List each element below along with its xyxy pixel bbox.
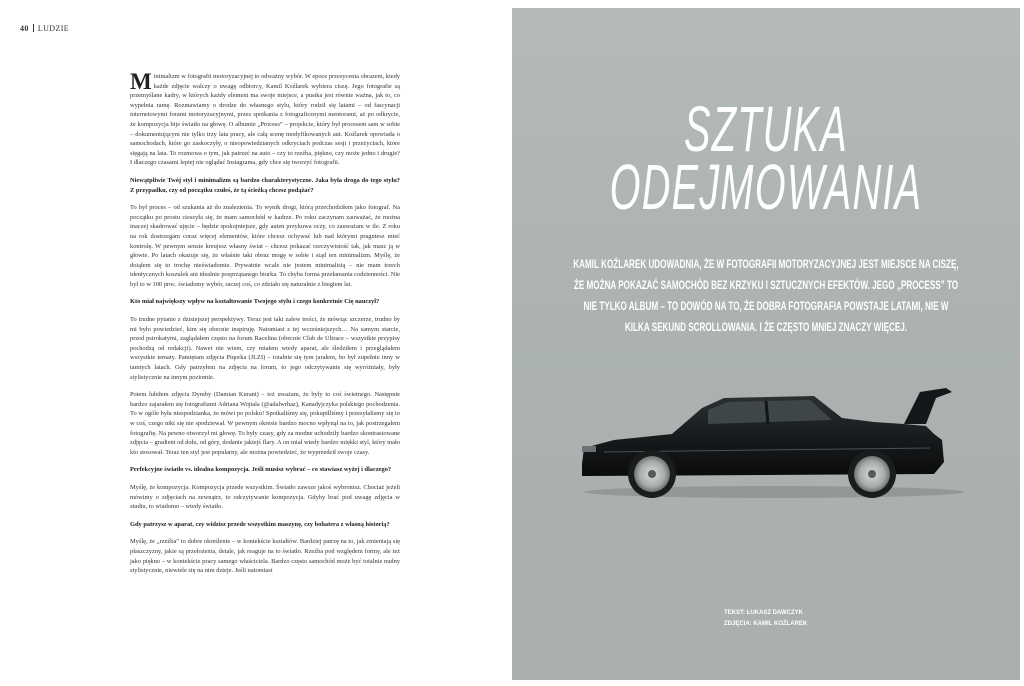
- dropcap: M: [130, 69, 152, 94]
- question-2: Kto miał największy wpływ na kształtowanie Twojego stylu i czego konkretnie Cię nauczył?: [130, 298, 380, 306]
- car-window: [708, 400, 832, 424]
- credit-photo: ZDJĘCIA: KAMIL KOŹLAREK: [724, 621, 808, 627]
- headline-line-2: ODEJMOWANIA: [609, 151, 923, 223]
- answer-2-continued: Potem lubiłem zdjęcia Dymby (Damian Kurant) – też uważam, że były to coś świetnego. Następnie bardzo zajarałem się fotografiami Adriana Wojtala (@adalwrhaz), Kanadyjczyka polskiego pochodzenia. To w ogóle była niespodzianka, że mówi po polsku! Spotkaliśmy się, pokupiłliśmy i przesyłalismy się to w coś, czego nikt się nie spodziewał. W pewnym okresie bardzo mocno wpłynął na to, jak postrzegałem fotografię. Na pewno otworzył mi głowę. To były czasy, gdy za modne uchodziły bardzo skontrastowane zdjęcia – gradient od dołu, od góry, dodanie jakiejś flary. A on miał wtedy bardzo miękki styl, który mało kto stosował. Teraz ten styl jest popularny, ale można powiedzieć, że wyprzedził swoje czasy.: [130, 391, 400, 456]
- headline-line-1: SZTUKA: [684, 93, 848, 165]
- article-column: [130, 69, 400, 584]
- car-photo: [574, 378, 966, 508]
- intro-paragraph: [130, 69, 400, 168]
- headlight: [582, 446, 596, 452]
- question-3: Perfekcyjne światło vs. idealna kompozycja. Jeśli musisz wybrać – co stawiasz wyżej i dlaczego?: [130, 466, 392, 474]
- front-hub: [648, 470, 656, 478]
- answer-1: To był proces – od szukania aż do znalezienia. To wynik drogi, którą przechodziłem jako fotograf. Na początku po prostu cieszyła się, że mam samochód w kadrze. Po roku zaczynam zauważać, że można inaczej skadrować ujęcie – będzie spokojniejsze, gdy auten przykuwa oczy, co zauważam w tle. Z roku na rok dostrzegam coraz więcej elementów, które chcesz ochywać lub nad którymi pragniesz mieć kontrolę. W pewnym sensie kreujesz własny świat – chcesz pokazać rzeczywistość tak, jak masz ją w głowie. Po latach okazuje się, że właśnie taki obraz mogę w sobie i stąd ten minimalizm. Myślę, że doiąłem się to trochę nieświadomie. Prywatnie wcale nie jestem minimalistą – nie mam trzech identycznych koszulek ani idealnie posprzątanego biurka. To chyba forma przełamania codzienności. Nie był to w 100 proc. świadomy wybór, raczej coś, co zdziało się naturalnie z biegiem lat.: [130, 204, 400, 288]
- folio-divider: [33, 24, 34, 32]
- question-1: Niewątpliwie Twój styl i minimalizm są bardzo charakterystyczne. Jaka była droga do tego stylu? Z przypadku, czy od początku czułeś, że tą ścieżką chcesz podążać?: [130, 176, 400, 194]
- answer-3: Myślę, że kompozycja. Kompozycja przede wszystkim. Światło zawsze jakoś wybronisz. Chociaż jeżeli mówimy o zdjęciach na zewnątrz, to odczytywanie kompozycja. Gdyby brać pod uwagę zdjęcia w studiu, to wiadomo – wtedy światło.: [130, 483, 400, 511]
- opener-page: [512, 8, 1020, 680]
- rear-hub: [868, 470, 876, 478]
- rear-spoiler: [904, 388, 952, 424]
- page-number: 40: [20, 24, 29, 33]
- question-4: Gdy patrzysz w aparat, czy widzisz przede wszystkim maszynę, czy bohatera z własną historią?: [130, 520, 390, 528]
- lead-paragraph: KAMIL KOŹLAREK UDOWADNIA, ŻE W FOTOGRAFII MOTORYZACYJNEJ JEST MIEJSCE NA CISZĘ, ŻE MOŻNA POKAZAĆ SAMOCHÓD BEZ KRZYKU I SZTUCZNYCH EFEKTÓW. JEGO „PROCESS” TO NIE TYLKO ALBUM – TO DOWÓD NA TO, ŻE DOBRA FOTOGRAFIA POWSTAJE LATAMI, NIE W KILKA SEKUND SCROLLOWANIA. I ŻE CZĘSTO MNIEJ ZNACZY WIĘCEJ.: [573, 257, 959, 334]
- credit-text: TEKST: ŁUKASZ DAWCZYK: [724, 610, 803, 616]
- intro-text: inimalizm w fotografii motoryzacyjnej to odważny wybór. W epoce przesycenia obrazem, kiedy każde zdjęcie walczy o uwagę odbiorcy, Kamil Koźlarek wybiera ciszę. Jego fotografie są przemyślane kadry, w których każdy element ma swoje miejsce, a pustka jest równie ważna, jak to, co wypełnia ramę. Rozmawiamy o drodze do własnego stylu, który rodził się latami – od fascynacji internetowymi forami motoryzacyjnymi, przez spotkania z fotograficznymi mentorami, aż po odkrycie, że kompozycja bije światło na głowę. O albumie „Process” – projekcie, który był procesem sam w sobie – dokumentującym nie tylko trzy lata pracy, ale całą scenę modyfikowanych aut. Koźlarek opowiada o samochodach, które go zaskoczyły, o nieopowiedzianych odkryciach podczas sesji i przeżyciach, które sięgają na lata. To rozmowa o tym, jak patrzeć na auto – czy to rzeźba, piękno, czy może jedno i drugie? I dlaczego czasami lepiej nie oglądać Instagrama, gdy chce się tworzyć fotografii.: [130, 73, 400, 167]
- window-pillar: [766, 401, 768, 424]
- answer-4: Myślę, że „rzeźba” to dobre określenie – w kontekście kształtów. Bardziej patrzę na to, jak zmieniają się płaszczyzny, jakie są przełożenia, detale, jak reaguje na to światło. Rzeźba pod względem formy, ale też jako piękno – w kontekście pracy samego właściciela. Bardzo często samochód może być totalnie nudny stylistycznie, niewiele się na nim dzieje. Jeśli natomiast: [130, 538, 400, 575]
- credits: [724, 608, 807, 630]
- section-name: LUDZIE: [37, 24, 70, 33]
- page-folio: [20, 24, 69, 33]
- answer-2: To trudne pytanie z dzisiejszej perspektywy. Teraz jest taki zalew treści, że mówiąc szczerze, trudno by mi było powiedzieć, kim się obecnie inspiruję. Natomiast z tej wcześniejszych… Na samym starcie, przed pstrokatymi, zaglądałem często na forum Racelina (obecnie Club de Ultrace – wszystkie przypisy pochodzą od redakcji). Nawet nie wiem, czy miałem wtedy aparat, ale śledziłem i przeglądałem wszystkie tematy. Pamiętam zdjęcia Piqorka (JLZI) – totalnie się tym jarałem, bo był zupełnie inny w tamtych latach. Gdy patrzyłem na zdjęcia na forum, to jego odczytywanie się wyróżniały, były stylistycznie na innym poziomie.: [130, 316, 400, 381]
